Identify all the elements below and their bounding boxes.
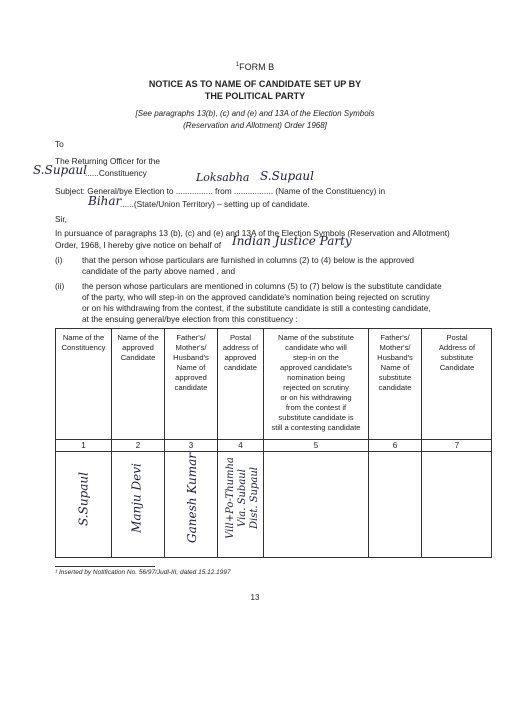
column-number: 6 [392, 441, 398, 450]
column-number: 3 [188, 441, 194, 450]
handwritten-cell-parent-name: Ganesh Kumar [185, 453, 199, 543]
item-ii-line-1: the person whose particulars are mentioned in columns (5) to (7) below is the substitute candidate [82, 281, 442, 291]
table-row-divider [56, 451, 491, 452]
table-row-divider [56, 439, 491, 440]
handwritten-subject-name: S.Supaul [260, 169, 314, 183]
footnote-rule [55, 566, 155, 567]
handwritten-state: Bihar [88, 194, 122, 208]
header-approved-postal-address: Postal address of approved candidate [222, 333, 259, 372]
column-number: 7 [454, 441, 460, 450]
candidate-table [55, 328, 492, 558]
item-ii-label: (ii) [55, 281, 65, 291]
item-i-line-2: candidate of the party above named , and [82, 266, 236, 276]
form-title [0, 62, 510, 72]
heading-line-2: THE POLITICAL PARTY [204, 91, 306, 101]
form-title-text: FORM B [239, 62, 275, 72]
handwritten-cell-candidate: Manju Devi [129, 463, 144, 533]
heading-line-1: NOTICE AS TO NAME OF CANDIDATE SET UP BY [148, 79, 362, 89]
column-number: 2 [135, 441, 141, 450]
handwritten-constituency: S.Supaul [33, 163, 87, 177]
to-label: To [55, 139, 64, 149]
handwritten-address-line-2: Via. Subaul [237, 469, 248, 527]
item-i-line-1: that the person whose particulars are furnished in columns (2) to (4) below is the approved [82, 255, 415, 265]
item-ii-line-3: or on his withdrawing from the contest, if the substitute candidate is still a contesting candidate, [82, 303, 431, 313]
handwritten-address-line-3: Dist. Supaul [249, 466, 260, 530]
reference-line-1: [See paragraphs 13(b), (c) and (e) and 13A of the Election Symbols [135, 109, 375, 118]
returning-officer-line: The Returning Officer for the [55, 156, 160, 166]
page-number: 13 [250, 593, 260, 602]
column-number: 4 [238, 441, 243, 450]
footnote: ¹ Inserted by Notification No. 56/97/Judl-III, dated 15.12.1997 [55, 569, 231, 576]
column-number: 5 [313, 441, 319, 450]
salutation: Sir, [55, 214, 67, 224]
header-constituency: Name of the Constituency [61, 333, 106, 352]
header-approved-parent-name: Father's/ Mother's/ Husband's Name of approved candidate [173, 333, 209, 392]
column-number: 1 [81, 441, 86, 450]
subject-line-1: Subject: General/bye Election to ................ from ................. (Name of the Constituency) in [55, 186, 386, 196]
header-substitute-parent-name: Father's/ Mother's/ Husband's Name of substitute candidate [377, 333, 413, 392]
form-title-superscript: 1 [235, 62, 240, 68]
handwritten-cell-constituency: S.Supaul [76, 472, 91, 526]
handwritten-party: Indian Justice Party [232, 234, 352, 248]
header-substitute-candidate: Name of the substitute candidate who will step-in on the approved candidate's nomination being rejected on scrutiny or on his withdrawing from the contest if substitute candidate is still a contesting candidate [271, 333, 361, 432]
item-i-label: (i) [55, 255, 63, 265]
header-substitute-postal-address: Postal Address of substitute Candidate [438, 333, 476, 372]
handwritten-election: Loksabha [196, 171, 250, 184]
paragraph-1-line-2: Order, 1968, I hereby give notice on behalf of [55, 240, 222, 250]
item-ii-line-2: of the party, who will step-in on the approved candidate's nomination being rejected on scrutiny [82, 292, 430, 302]
header-approved-candidate: Name of the approved Candidate [117, 333, 159, 362]
item-ii-line-4: at the ensuing general/bye election from this constituency : [82, 314, 298, 324]
constituency-suffix: ......Constituency [85, 168, 147, 178]
handwritten-address-line-1: Vill+Po-Thumha [225, 457, 236, 539]
subject-line-2: ......(State/Union Territory) – setting up of candidate. [120, 199, 310, 209]
reference-line-2: (Reservation and Allotment) Order 1968] [183, 121, 327, 130]
paragraph-1-line-1: In pursuance of paragraphs 13 (b), (c) and (e) and 13A of the Election Symbols (Reservation and Allotment) [55, 228, 450, 238]
